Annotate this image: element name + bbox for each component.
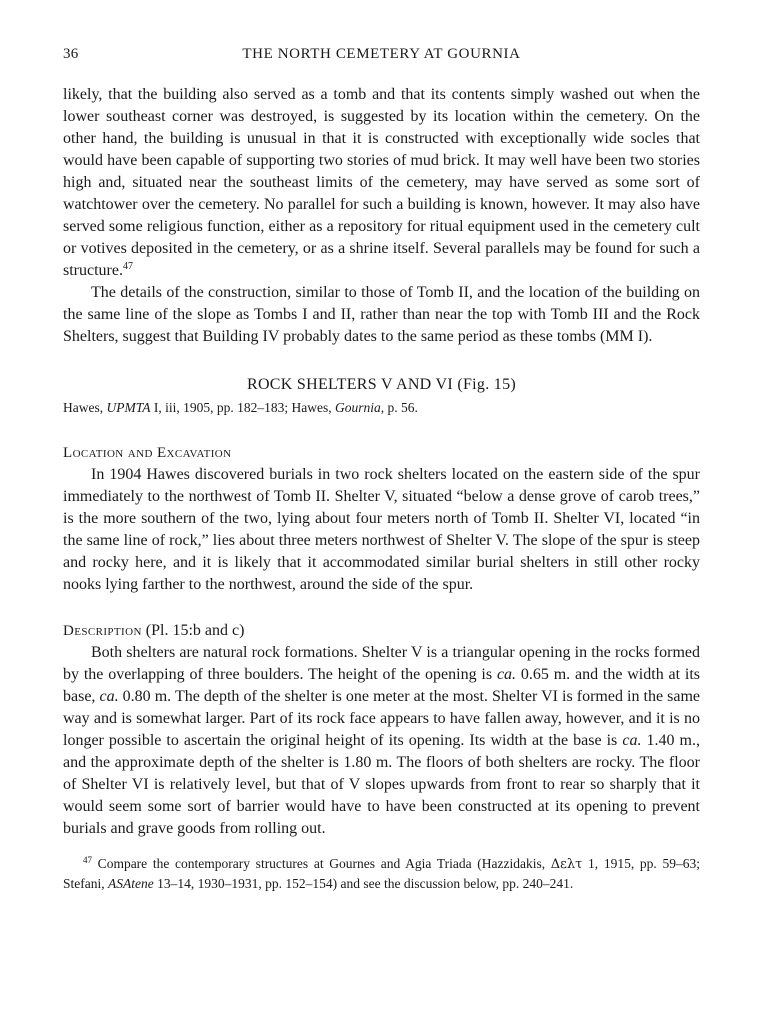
footnote-ref-47: 47 xyxy=(122,261,133,272)
text-run: 0.80 m. The depth of the shelter is one meter at the most. Shelter VI is formed in the same way and is somewhat larger. Part of its rock face appears to have fallen away, however, and it is no longer possible to ascertain the original height of its opening. Its width at the base is xyxy=(63,688,700,749)
subhead-label: Description xyxy=(63,623,142,639)
abbr-ca: ca. xyxy=(622,732,642,749)
footnote-text: Compare the contemporary structures at Gournes and Agia Triada (Hazzidakis, xyxy=(92,856,551,871)
bib-title-gournia: Gournia xyxy=(335,400,381,415)
bibliography-line xyxy=(63,398,700,418)
paragraph-description xyxy=(63,642,700,840)
footnote-greek-abbr: Δελτ xyxy=(550,857,583,872)
bib-title-upmta: UPMTA xyxy=(106,400,151,415)
running-head xyxy=(63,46,700,68)
abbr-ca: ca. xyxy=(99,688,119,705)
text-run: Both shelters are natural rock formations. Shelter V is a triangular opening in the rocks formed by the overlapping of three boulders. The height of the opening is xyxy=(63,644,700,683)
footnote-journal-asatene: ASAtene xyxy=(108,876,154,891)
text-run: 1.40 m., and the approximate depth of the shelter is 1.80 m. The floors of both shelters are rocky. The floor of Shelter VI is relatively level, but that of V slopes upwards from front to rear so sharply that it would seem some sort of barrier would have to have been constructed at its opening to prevent burials and grave goods from rolling out. xyxy=(63,732,700,837)
bib-text: I, iii, 1905, pp. 182–183; Hawes, xyxy=(150,400,335,415)
paragraph-text: likely, that the building also served as a tomb and that its contents simply washed out when the lower southeast corner was destroyed, is suggested by its location within the cemetery. On the other hand, the building is unusual in that it is constructed with exceptionally wide socles that would have been capable of supporting two stories of mud brick. It may well have been two stories high and, situated near the southeast limits of the cemetery, may have served as some sort of watchtower over the cemetery. No parallel for such a building is known, however. It may also have served some religious function, either as a repository for ritual equipment used in the cemetery cult or votives deposited in the cemetery, or as a shrine itself. Several parallels may be found for such a structure. xyxy=(63,86,700,279)
paragraph-location: In 1904 Hawes discovered burials in two rock shelters located on the eastern side of the spur immediately to the northwest of Tomb II. Shelter V, situated “below a dense grove of carob trees,” is the more southern of the two, lying about four meters north of Tomb II. Shelter VI, located “in the same line of rock,” lies about three meters northwest of Shelter V. The slope of the spur is steep and rocky here, and it is likely that it accommodated similar burial shelters in still other rocky nooks lying farther to the northwest, around the side of the spur. xyxy=(63,466,700,593)
paragraph-building-iv-date: The details of the construction, similar to those of Tomb II, and the location of the building on the same line of the slope as Tombs I and II, rather than near the top with Tomb III and the Rock Shelters, suggest that Building IV probably dates to the same period as these tombs (MM I). xyxy=(63,284,700,345)
bib-text: , p. 56. xyxy=(380,400,418,415)
page-number: 36 xyxy=(63,46,79,62)
running-title: THE NORTH CEMETERY AT GOURNIA xyxy=(242,46,521,62)
section-title-rock-shelters: ROCK SHELTERS V AND VI (Fig. 15) xyxy=(246,376,517,393)
abbr-ca: ca. xyxy=(496,666,517,683)
paragraph-building-iv-function xyxy=(63,84,700,282)
page xyxy=(63,46,700,893)
body-text xyxy=(63,84,700,893)
footnote-text: 1, 1915, pp. 59–63; Stefani, xyxy=(63,856,700,891)
subhead-location-excavation: Location and Excavation xyxy=(63,445,232,461)
plate-reference: (Pl. 15:b and c) xyxy=(141,622,245,639)
footnote-47 xyxy=(63,854,700,893)
bib-text: Hawes, xyxy=(63,400,107,415)
footnote-text: 13–14, 1930–1931, pp. 152–154) and see the discussion below, pp. 240–241. xyxy=(153,876,574,891)
subhead-description xyxy=(63,620,700,642)
text-run: 0.65 m. and the width at its base, xyxy=(63,666,701,705)
footnote-number: 47 xyxy=(83,855,92,865)
